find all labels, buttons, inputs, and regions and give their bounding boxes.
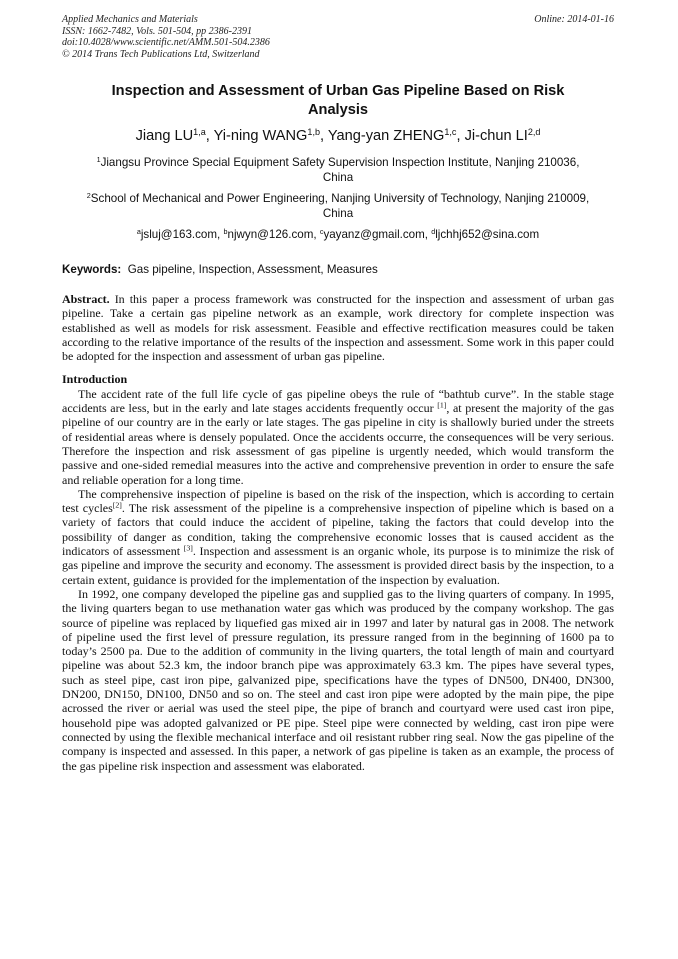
abstract-text: In this paper a process framework was constructed for the inspection and assessment of urban gas pipeline. Take a certain gas pipeline network as an example, work directory for complete inspection was established as well as models for risk assessment. Feasible and effective rectification measures could be taken according to the relative importance of the results of the inspection and assessment. Some work in this paper could be adopted for the inspection and assessment of urban gas pipeline. [62,292,614,364]
email-link[interactable]: yayanz@gmail.com [323,228,425,241]
paragraph-text: . Inspection and assessment is an organic whole, its purpose is to minimize the risk of gas pipeline and improve the security and economy. The assessment is provided direct basis by the inspection, to a certain extent, guidance is provided for the implementation of the inspection by evaluation. [62,544,614,587]
email-separator: , [217,228,224,241]
author-affil-mark: 2,d [527,127,541,138]
author-affil-mark: 1,b [307,127,320,138]
paper-title [62,82,614,120]
keywords-label: Keywords: [62,263,122,276]
copyright-line: © 2014 Trans Tech Publications Ltd, Switzerland [62,48,260,60]
author-separator: , [456,128,465,144]
email-separator: , [424,228,432,241]
affiliation-country: China [322,171,354,184]
keywords-text: Gas pipeline, Inspection, Assessment, Measures [127,263,378,276]
paragraph-text: . The risk assessment of the pipeline is a comprehensive inspection of pipeline which is based on a variety of factors that could induce the accident of pipeline, taking the factors that could develop into the possibility of danger as condition, taking the comprehensive economic losses that is caused accident as the indicators of assessment [62,501,614,559]
paragraph-text: The comprehensive inspection of pipeline is based on the risk of the inspection, which is according to certain test cycles [62,486,614,516]
email-mark: c [319,227,324,237]
abstract-label: Abstract. [62,292,110,306]
affiliation-text: School of Mechanical and Power Engineering, Nanjing University of Technology, Nanjing 210009, [90,192,590,205]
author-name: Yi-ning WANG [213,128,308,144]
doi-line: doi:10.4028/www.scientific.net/AMM.501-504.2386 [62,37,270,49]
affiliation-country: China [322,207,354,220]
journal-name: Applied Mechanics and Materials [62,14,198,25]
email-mark: b [223,227,228,237]
keywords-line [62,262,614,277]
email-separator: , [313,228,320,241]
citation-ref[interactable]: [3] [183,543,193,553]
paragraph-text: The accident rate of the full life cycle of gas pipeline obeys the rule of “bathtub curve”. In the stable stage accidents are less, but in the early and late stages accidents frequently occur [62,386,614,416]
email-link[interactable]: jsluj@163.com [140,228,218,241]
issn-line: ISSN: 1662-7482, Vols. 501-504, pp 2386-2391 [62,25,252,37]
title-line-1: Inspection and Assessment of Urban Gas Pipeline Based on Risk [111,83,565,99]
title-line-2: Analysis [307,102,369,118]
email-link[interactable]: njwyn@126.com [227,228,314,241]
affiliation-mark: 2 [86,191,91,201]
email-link[interactable]: ljchhj652@sina.com [435,228,540,241]
affiliation-text: Jiangsu Province Special Equipment Safety Supervision Inspection Institute, Nanjing 210036, [100,156,580,169]
online-date: Online: 2014-01-16 [534,14,614,25]
intro-paragraph-1 [62,387,614,487]
paragraph-text: , at present the majority of the gas pipeline of our country are in the early or late stages. The gas pipeline in city is shallowly buried under the streets of residential areas where is densely populated. Once the accidents occurre, the consequences will be very serious. Therefore the inspection and risk assessment of gas pipeline is urgently needed, which would transform the passive and one-sided remedial measures into the active and comprehensive prevention in order to ensure the safe and reliable operation for a long time. [62,401,614,487]
abstract-paragraph [62,292,614,363]
author-affil-mark: 1,c [444,127,457,138]
intro-paragraph-2 [62,487,614,587]
author-name: Ji-chun LI [464,128,528,144]
citation-ref[interactable]: [2] [112,500,122,510]
author-affil-mark: 1,a [193,127,206,138]
section-heading-introduction: Introduction [62,372,128,387]
email-list [62,227,614,242]
citation-ref[interactable]: [1] [437,400,447,410]
affiliation-2 [62,191,614,221]
author-list [62,127,614,145]
email-mark: d [431,227,436,237]
email-mark: a [136,227,141,237]
affiliation-mark: 1 [96,155,101,165]
author-separator: , [205,128,214,144]
journal-header [62,14,270,60]
author-name: Yang-yan ZHENG [327,128,445,144]
body-text [62,292,614,773]
author-name: Jiang LU [135,128,194,144]
author-separator: , [320,128,328,144]
affiliation-1 [62,155,614,185]
intro-paragraph-3: In 1992, one company developed the pipeline gas and supplied gas to the living quarters of company. In 1995, the living quarters began to use methanation water gas which was produced by the company workshop. The gas source of pipeline was replaced by liquefied gas mixed air in 1997 and later by natural gas in 2008. The network of pipeline used the first level of pressure regulation, its pressure ranged from in the beginning of 1600 pa to today’s 2500 pa. Due to the addition of community in the living quarters, the total length of main and courtyard pipeline was about 52.3 km, the indoor branch pipe was approximately 63.3 km. The pipes have several types, such as steel pipe, cast iron pipe, galvanized pipe, specifications have the types of DN500, DN400, DN300, DN200, DN150, DN100, DN50 and so on. The steel and cast iron pipe were adopted by the main pipe, the pipe acrossed the river or aerial was used the steel pipe, the pipe of branch and courtyard were used cast iron pipe, household pipe was adopted galvanized or PE pipe. Steel pipe were connected by welding, cast iron pipe were connected by using the flexible mechanical interface and oil resistant rubber ring seal. Now the gas pipeline of the company is inspected and assessed. In this paper, a network of gas pipeline is taken as an example, the process of the gas pipeline risk inspection and assessment was elaborated. [62,586,614,773]
